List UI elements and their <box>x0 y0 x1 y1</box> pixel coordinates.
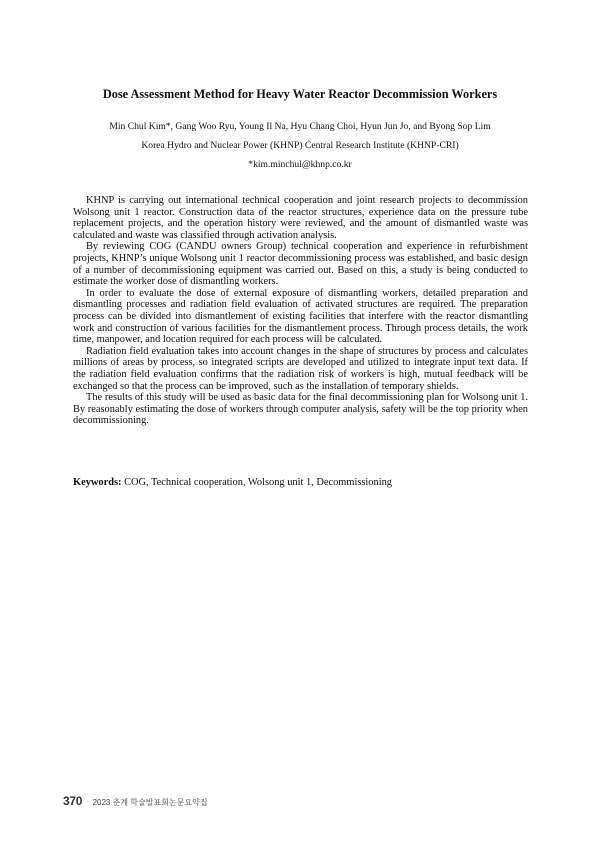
paper-title: Dose Assessment Method for Heavy Water Reactor Decommission Workers <box>102 87 498 101</box>
keywords-label: Keywords: <box>73 477 122 488</box>
abstract-paragraph-3: In order to evaluate the dose of external exposure of dismantling workers, detailed preparation and dismantling processes and radiation field evaluation of activated structures are required. The preparation process can be divided into dismantlement of existing facilities that interfere with the reactor dismantling work and construction of various facilities for the dismantlement process. Through process details, the work time, manpower, and location required for each process will be calculated. <box>73 287 528 346</box>
corresponding-email: *kim.minchul@khnp.co.kr <box>248 159 352 170</box>
page-footer <box>63 792 208 810</box>
proceedings-name: 2023 춘계 학술발표회논문요약집 <box>92 798 208 807</box>
keywords-line <box>73 477 528 489</box>
abstract-paragraph-1: KHNP is carrying out international technical cooperation and joint research projects to decommission Wolsong unit 1 reactor. Construction data of the reactor structures, experience data on the pressure tube replacement projects, and the operation history were reviewed, and the amount of dismantled waste was calculated and waste was classified through activation analysis. <box>73 195 528 241</box>
affiliation: Korea Hydro and Nuclear Power (KHNP) Central Research Institute (KHNP-CRI) <box>141 140 459 151</box>
author-list: Min Chul Kim*, Gang Woo Ryu, Young Il Na, Hyu Chang Choi, Hyun Jun Jo, and Byong Sop Lim <box>109 121 491 132</box>
abstract-paragraph-4: Radiation field evaluation takes into account changes in the shape of structures by process and calculates millions of areas by process, so integrated scripts are developed and utilized to integrate input text data. If the radiation field evaluation confirms that the radiation risk of workers is high, mutual feedback will be exchanged so that the process can be improved, such as the installation of temporary shields. <box>73 345 528 392</box>
abstract-body <box>73 195 528 427</box>
abstract-paragraph-5: The results of this study will be used as basic data for the final decommissioning plan for Wolsong unit 1. By reasonably estimating the dose of workers through computer analysis, safety will be the top priority when decommissioning. <box>73 392 528 427</box>
page-number: 370 <box>63 794 83 808</box>
abstract-paragraph-2: By reviewing COG (CANDU owners Group) technical cooperation and experience in refurbishment projects, KHNP’s unique Wolsong unit 1 reactor decommissioning process was established, and basic design of a number of decommissioning equipment was carried out. Based on this, a study is being conducted to estimate the worker dose of dismantling workers. <box>73 241 528 288</box>
keywords-list: COG, Technical cooperation, Wolsong unit 1, Decommissioning <box>124 477 392 488</box>
